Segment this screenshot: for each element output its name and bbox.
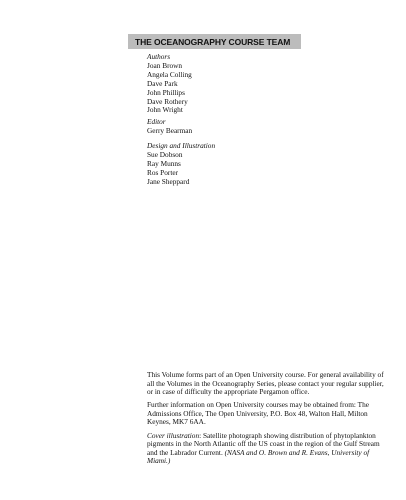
designer-name: Ros Porter [147, 167, 179, 177]
volume-note: This Volume forms part of an Open University course. For general availability of all the Volumes in the Oceanography Series, please contact your regular supplier, or in case of difficulty the appropriate Pergamon office. [147, 370, 384, 397]
course-team-banner [128, 34, 301, 49]
cover-credit: (NASA and O. Brown and R. Evans, University of Miami.) [147, 447, 370, 466]
banner-title: THE OCEANOGRAPHY COURSE TEAM [135, 36, 291, 47]
further-info-note: Further information on Open University courses may be obtained from: The Admissions Office, The Open University, P.O. Box 48, Walton Hall, Milton Keynes, MK7 6AA. [147, 400, 369, 427]
editor-name: Gerry Bearman [147, 125, 193, 135]
publication-notes [147, 371, 387, 470]
cover-text: : Satellite photograph showing distribution of phytoplankton pigments in the North Atlantic off the US coast in the region of the Gulf Stream and the Labrador Current. [147, 430, 380, 457]
author-name: Dave Rothery [147, 96, 188, 106]
authors-heading: Authors [147, 52, 171, 61]
cover-illustration-note [147, 432, 387, 466]
design-heading: Design and Illustration [147, 141, 216, 150]
editor-section [147, 118, 192, 136]
author-name: Joan Brown [147, 60, 183, 70]
author-name: Dave Park [147, 78, 178, 88]
design-section [147, 142, 215, 187]
designer-name: Jane Sheppard [147, 176, 190, 186]
author-name: John Wright [147, 105, 183, 115]
author-name: John Phillips [147, 87, 185, 97]
editor-heading: Editor [147, 117, 166, 126]
designer-name: Sue Dobson [147, 149, 183, 159]
cover-label: Cover illustration [147, 430, 200, 440]
authors-section [147, 53, 192, 115]
author-name: Angela Colling [147, 69, 192, 79]
designer-name: Ray Munns [147, 158, 181, 168]
